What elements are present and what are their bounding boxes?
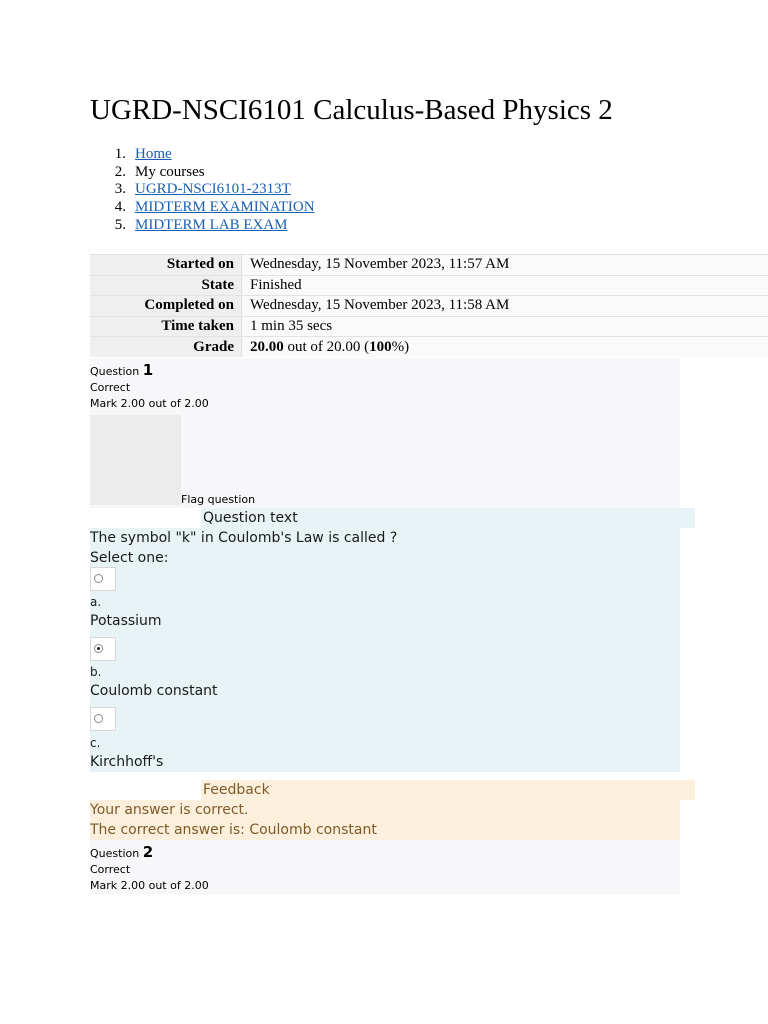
breadcrumb-link-midterm-lab-exam[interactable]: MIDTERM LAB EXAM	[135, 216, 288, 233]
flag-question-link[interactable]: Flag question	[181, 493, 256, 506]
option-b-text[interactable]: Coulomb constant	[90, 683, 218, 699]
breadcrumb-item-course	[90, 181, 315, 199]
summary-row-started-on	[90, 255, 768, 276]
correct-answer-text: The correct answer is: Coulomb constant	[90, 822, 377, 838]
question-number-value: 2	[142, 843, 154, 861]
option-a-text[interactable]: Potassium	[90, 613, 162, 629]
option-c-radio-wrapper[interactable]	[90, 707, 116, 731]
page-title: UGRD-NSCI6101 Calculus-Based Physics 2	[90, 94, 613, 126]
breadcrumb-number: 5.	[114, 216, 126, 233]
option-b-letter: b.	[90, 665, 102, 679]
breadcrumb-number: 4.	[114, 199, 126, 216]
breadcrumb	[90, 146, 315, 234]
feedback-heading: Feedback	[201, 780, 695, 800]
question-number-value: 1	[142, 361, 154, 379]
radio-checked-icon[interactable]	[94, 644, 103, 653]
summary-label: State	[90, 275, 242, 296]
breadcrumb-link-home[interactable]: Home	[135, 146, 172, 162]
grade-score: 20.00	[250, 338, 284, 355]
question-1-info	[90, 358, 680, 508]
question-2-info	[90, 840, 680, 894]
feedback-correct-text: Your answer is correct.	[90, 802, 249, 818]
radio-unchecked-icon[interactable]	[94, 574, 103, 583]
breadcrumb-text-my-courses: My courses	[135, 163, 205, 180]
breadcrumb-item-home	[90, 146, 315, 164]
option-a-letter: a.	[90, 595, 102, 609]
question-prompt: The symbol "k" in Coulomb's Law is called ?	[90, 530, 398, 546]
grade-suffix: %)	[391, 338, 410, 355]
question-1-feedback	[90, 800, 680, 840]
radio-unchecked-icon[interactable]	[94, 714, 103, 723]
option-b-radio-wrapper[interactable]	[90, 637, 116, 661]
breadcrumb-number: 2.	[114, 163, 126, 180]
breadcrumb-item-my-courses	[90, 164, 315, 182]
summary-value: 1 min 35 secs	[242, 316, 768, 337]
question-1-content	[90, 528, 680, 772]
summary-value	[242, 337, 768, 358]
question-mark: Mark 2.00 out of 2.00	[90, 397, 209, 410]
breadcrumb-item-midterm-lab-exam	[90, 217, 315, 235]
summary-row-completed-on	[90, 296, 768, 317]
flag-icon[interactable]	[90, 415, 181, 505]
option-c-letter: c.	[90, 736, 101, 750]
summary-value: Wednesday, 15 November 2023, 11:57 AM	[242, 255, 768, 276]
question-prefix: Question	[90, 365, 143, 378]
quiz-summary-table	[90, 254, 768, 357]
question-number	[90, 843, 153, 861]
summary-row-time-taken	[90, 316, 768, 337]
question-state: Correct	[90, 381, 131, 394]
question-prefix: Question	[90, 847, 143, 860]
option-c-text[interactable]: Kirchhoff's	[90, 754, 164, 770]
breadcrumb-number: 3.	[114, 181, 126, 198]
breadcrumb-link-midterm-examination[interactable]: MIDTERM EXAMINATION	[135, 199, 315, 216]
grade-percent: 100	[369, 338, 392, 355]
option-a-radio-wrapper[interactable]	[90, 567, 116, 591]
question-text-heading: Question text	[201, 508, 695, 528]
summary-label: Started on	[90, 255, 242, 276]
summary-value: Wednesday, 15 November 2023, 11:58 AM	[242, 296, 768, 317]
question-number	[90, 361, 153, 379]
breadcrumb-item-midterm-examination	[90, 199, 315, 217]
question-mark: Mark 2.00 out of 2.00	[90, 879, 209, 892]
summary-label: Grade	[90, 337, 242, 358]
summary-row-grade	[90, 337, 768, 358]
question-state: Correct	[90, 863, 131, 876]
breadcrumb-link-course[interactable]: UGRD-NSCI6101-2313T	[135, 181, 291, 198]
breadcrumb-number: 1.	[114, 146, 126, 162]
grade-out-of: out of 20.00 (	[283, 338, 370, 355]
summary-label: Completed on	[90, 296, 242, 317]
select-one-label: Select one:	[90, 550, 169, 566]
summary-label: Time taken	[90, 316, 242, 337]
summary-row-state	[90, 275, 768, 296]
summary-value: Finished	[242, 275, 768, 296]
